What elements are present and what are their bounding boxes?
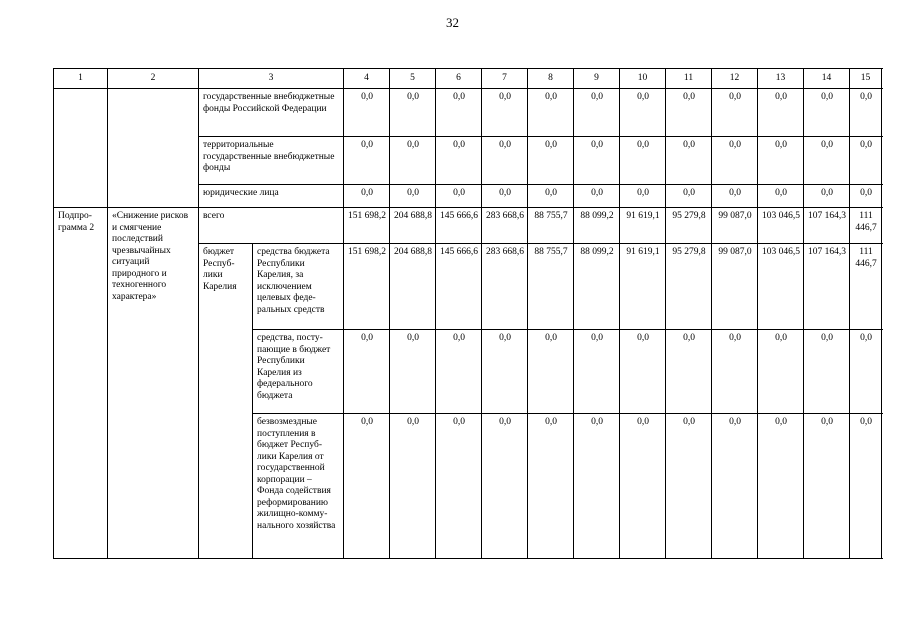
- value-cell: 107 164,3: [804, 208, 850, 244]
- value-cell: 151 698,2: [344, 244, 390, 330]
- value-cell: 0,0: [758, 185, 804, 208]
- value-cell: 0,0: [344, 185, 390, 208]
- value-cell: 0,0: [436, 414, 482, 559]
- value-cell: 88 755,7: [528, 208, 574, 244]
- value-cell: 0,0: [528, 185, 574, 208]
- value-cell: 91 619,1: [620, 208, 666, 244]
- header-cell: 15: [850, 69, 882, 89]
- header-cell: 13: [758, 69, 804, 89]
- value-cell: 95 279,8: [666, 244, 712, 330]
- value-cell: 0,0: [482, 137, 528, 185]
- source-label: средства бюджета Республики Карелия, за исключением целевых феде-ральных средств: [253, 244, 344, 330]
- value-cell: 0,0: [528, 137, 574, 185]
- value-cell: 0,0: [482, 89, 528, 137]
- budget-label: бюджет Респуб-лики Карелия: [199, 244, 253, 559]
- header-cell: 14: [804, 69, 850, 89]
- value-cell: 0,0: [482, 330, 528, 414]
- value-cell: 0,0: [804, 89, 850, 137]
- value-cell: 151 698,2: [344, 208, 390, 244]
- value-cell: 0,0: [712, 185, 758, 208]
- value-cell: 0,0: [436, 185, 482, 208]
- value-cell: 0,0: [850, 185, 882, 208]
- value-cell: 0,0: [620, 89, 666, 137]
- header-cell: 7: [482, 69, 528, 89]
- source-label: территориальные государственные внебюджетные фонды: [199, 137, 344, 185]
- source-label: средства, посту-пающие в бюджет Республики Карелия из федерального бюджета: [253, 330, 344, 414]
- subprogram-name: «Снижение рисков и смягчение последствий чрезвычайных ситуаций природного и техногенного характера»: [108, 208, 199, 559]
- header-cell: 9: [574, 69, 620, 89]
- value-cell: 0,0: [712, 330, 758, 414]
- value-cell: 0,0: [666, 414, 712, 559]
- value-cell: 0,0: [758, 414, 804, 559]
- header-cell: 6: [436, 69, 482, 89]
- value-cell: 0,0: [850, 330, 882, 414]
- value-cell: 95 279,8: [666, 208, 712, 244]
- header-row: [54, 69, 882, 89]
- value-cell: 0,0: [344, 137, 390, 185]
- value-cell: 283 668,6: [482, 208, 528, 244]
- value-cell: 0,0: [758, 330, 804, 414]
- value-cell: 0,0: [620, 137, 666, 185]
- header-cell: 11: [666, 69, 712, 89]
- value-cell: 0,0: [390, 330, 436, 414]
- page-number: 32: [446, 15, 459, 30]
- value-cell: 0,0: [712, 137, 758, 185]
- value-cell: 283 668,6: [482, 244, 528, 330]
- empty-cell: [108, 89, 199, 208]
- value-cell: 0,0: [390, 89, 436, 137]
- value-cell: 103 046,5: [758, 244, 804, 330]
- value-cell: 0,0: [804, 330, 850, 414]
- value-cell: 99 087,0: [712, 208, 758, 244]
- header-cell: 3: [199, 69, 344, 89]
- value-cell: 0,0: [528, 414, 574, 559]
- value-cell: 0,0: [344, 89, 390, 137]
- value-cell: 0,0: [390, 137, 436, 185]
- value-cell: 0,0: [804, 414, 850, 559]
- value-cell: 0,0: [528, 89, 574, 137]
- value-cell: 91 619,1: [620, 244, 666, 330]
- value-cell: 204 688,8: [390, 208, 436, 244]
- value-cell: 0,0: [574, 89, 620, 137]
- value-cell: 145 666,6: [436, 208, 482, 244]
- value-cell: 0,0: [574, 330, 620, 414]
- value-cell: 88 099,2: [574, 208, 620, 244]
- value-cell: 0,0: [804, 185, 850, 208]
- header-cell: 4: [344, 69, 390, 89]
- value-cell: 0,0: [482, 185, 528, 208]
- value-cell: 111 446,7: [850, 208, 882, 244]
- value-cell: 0,0: [758, 89, 804, 137]
- value-cell: 0,0: [620, 185, 666, 208]
- value-cell: 0,0: [344, 330, 390, 414]
- value-cell: 0,0: [620, 330, 666, 414]
- header-cell: 12: [712, 69, 758, 89]
- source-label: государственные внебюджетные фонды Российской Федерации: [199, 89, 344, 137]
- value-cell: 0,0: [620, 414, 666, 559]
- subprogram-code: Подпро-грамма 2: [54, 208, 108, 559]
- value-cell: 0,0: [712, 89, 758, 137]
- value-cell: 0,0: [436, 89, 482, 137]
- value-cell: 0,0: [712, 414, 758, 559]
- value-cell: 0,0: [850, 414, 882, 559]
- value-cell: 88 099,2: [574, 244, 620, 330]
- budget-table: [53, 68, 882, 559]
- table-row: [54, 89, 882, 137]
- value-cell: 0,0: [666, 185, 712, 208]
- value-cell: 0,0: [804, 137, 850, 185]
- value-cell: 88 755,7: [528, 244, 574, 330]
- header-cell: 1: [54, 69, 108, 89]
- value-cell: 0,0: [390, 414, 436, 559]
- value-cell: 145 666,6: [436, 244, 482, 330]
- value-cell: 0,0: [528, 330, 574, 414]
- value-cell: 0,0: [574, 185, 620, 208]
- value-cell: 0,0: [666, 330, 712, 414]
- value-cell: 0,0: [666, 137, 712, 185]
- value-cell: 111 446,7: [850, 244, 882, 330]
- empty-cell: [54, 89, 108, 208]
- value-cell: 0,0: [344, 414, 390, 559]
- value-cell: 0,0: [390, 185, 436, 208]
- value-cell: 0,0: [482, 414, 528, 559]
- value-cell: 0,0: [436, 137, 482, 185]
- header-cell: 8: [528, 69, 574, 89]
- value-cell: 0,0: [758, 137, 804, 185]
- value-cell: 0,0: [436, 330, 482, 414]
- value-cell: 103 046,5: [758, 208, 804, 244]
- header-cell: 5: [390, 69, 436, 89]
- value-cell: 204 688,8: [390, 244, 436, 330]
- value-cell: 0,0: [574, 414, 620, 559]
- value-cell: 0,0: [850, 89, 882, 137]
- value-cell: 0,0: [850, 137, 882, 185]
- value-cell: 99 087,0: [712, 244, 758, 330]
- table-row: [54, 208, 882, 244]
- source-label: безвозмездные поступления в бюджет Респуб-лики Карелия от государственной корпорации – Фонда содействия реформированию жилищно-комму-нального хозяйства: [253, 414, 344, 559]
- header-cell: 10: [620, 69, 666, 89]
- value-cell: 0,0: [666, 89, 712, 137]
- header-cell: 2: [108, 69, 199, 89]
- source-label: всего: [199, 208, 344, 244]
- value-cell: 107 164,3: [804, 244, 850, 330]
- value-cell: 0,0: [574, 137, 620, 185]
- source-label: юридические лица: [199, 185, 344, 208]
